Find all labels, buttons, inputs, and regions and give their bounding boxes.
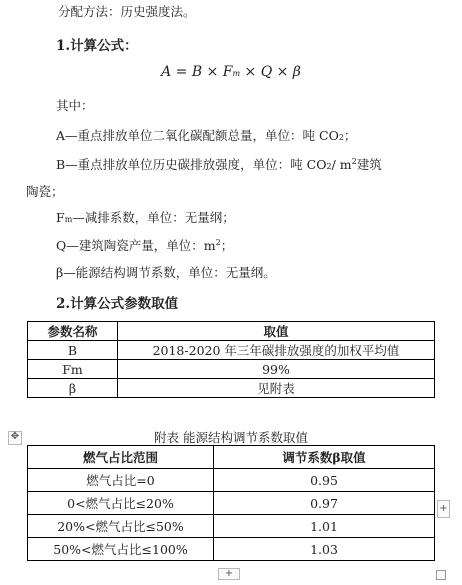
table-cell: 0.95 (214, 469, 435, 492)
energy-structure-table (27, 445, 435, 561)
parameter-table (27, 321, 435, 398)
table-header-cell: 调节系数β取值 (214, 446, 435, 469)
table-cell: 20%<燃气占比≤50% (28, 515, 214, 538)
table-cell: 燃气占比=0 (28, 469, 214, 492)
table-cell: 1.03 (214, 538, 435, 561)
table-row (28, 360, 435, 379)
table-header-cell: 参数名称 (28, 322, 118, 341)
table-cell: 0.97 (214, 492, 435, 515)
def-b: B—重点排放单位历史碳排放强度，单位：吨 CO2/ $m^2$建筑 (56, 156, 382, 172)
def-fm: Fm—减排系数，单位：无量纲； (56, 210, 235, 225)
table-cell: 99% (118, 360, 435, 379)
table-cell: 50%<燃气占比≤100% (28, 538, 214, 561)
table-resize-handle[interactable] (436, 570, 446, 580)
intro-text: 分配方法：历史强度法。 (58, 4, 196, 19)
table-row (28, 492, 435, 515)
table-cell: 2018-2020 年三年碳排放强度的加权平均值 (118, 341, 435, 360)
table-header-cell: 取值 (118, 322, 435, 341)
table-move-handle-icon[interactable]: ✥ (8, 431, 22, 445)
table-row (28, 538, 435, 561)
table-row (28, 515, 435, 538)
table-header-row (28, 322, 435, 341)
table-cell: β (28, 379, 118, 398)
def-beta: β—能源结构调节系数，单位：无量纲。 (56, 265, 276, 280)
table-header-cell: 燃气占比范围 (28, 446, 214, 469)
table-row (28, 469, 435, 492)
def-a: A—重点排放单位二氧化碳配额总量，单位：吨 CO2； (56, 128, 357, 143)
def-q: Q—建筑陶瓷产量，单位：$m^2$； (56, 237, 234, 253)
formula: A = B × Fm × Q × β (161, 64, 301, 80)
table-header-row (28, 446, 435, 469)
section-1-heading: 1.计算公式： (56, 38, 138, 54)
where-label: 其中： (56, 98, 94, 113)
section-2-heading: 2.计算公式参数取值 (56, 296, 179, 312)
def-b-continued: 陶瓷； (26, 184, 64, 199)
table-cell: 见附表 (118, 379, 435, 398)
add-row-button[interactable]: + (218, 568, 240, 580)
table-cell: 0<燃气占比≤20% (28, 492, 214, 515)
table-cell: Fm (28, 360, 118, 379)
table-cell: B (28, 341, 118, 360)
table-cell: 1.01 (214, 515, 435, 538)
appendix-caption: 附表 能源结构调节系数取值 (154, 430, 308, 445)
table-row (28, 379, 435, 398)
table-row (28, 341, 435, 360)
add-column-button[interactable]: + (437, 500, 450, 518)
